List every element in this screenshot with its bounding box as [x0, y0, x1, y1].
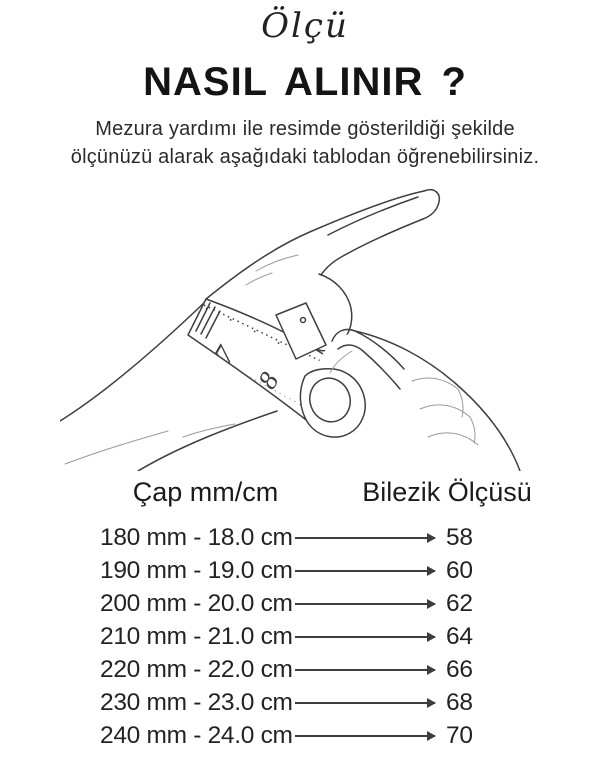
diameter-cell: 180 mm - 18.0 cm	[100, 523, 293, 551]
intro-line-2: ölçünüzü alarak aşağıdaki tablodan öğrenebilirsiniz.	[70, 146, 540, 168]
diameter-cell: 200 mm - 20.0 cm	[100, 589, 293, 617]
table-row	[100, 554, 492, 587]
size-guide-page	[0, 6, 610, 784]
table-row	[100, 521, 492, 554]
size-cell: 62	[446, 589, 473, 617]
hand-measuring-tape-illustration	[60, 181, 550, 471]
size-cell: 68	[446, 688, 473, 716]
size-cell: 64	[446, 622, 473, 650]
diameter-cell: 240 mm - 24.0 cm	[100, 721, 293, 749]
arrow-right-icon	[295, 537, 435, 539]
table-row	[100, 587, 492, 620]
size-table-header	[0, 477, 610, 515]
table-row	[100, 719, 492, 752]
arrow-right-icon	[295, 735, 435, 737]
arrow-right-icon	[295, 669, 435, 671]
size-cell: 58	[446, 523, 473, 551]
intro-line-1: Mezura yardımı ile resimde gösterildiği şekilde	[95, 118, 515, 140]
diameter-cell: 190 mm - 19.0 cm	[100, 556, 293, 584]
diameter-cell: 230 mm - 23.0 cm	[100, 688, 293, 716]
arrow-right-icon	[295, 636, 435, 638]
holding-hand-line-art	[300, 329, 522, 471]
table-row	[100, 686, 492, 719]
arrow-right-icon	[295, 570, 435, 572]
table-row	[100, 620, 492, 653]
intro-text	[0, 115, 610, 171]
arrow-right-icon	[295, 702, 435, 704]
page-title: NASIL ALINIR ?	[143, 60, 467, 104]
diameter-cell: 220 mm - 22.0 cm	[100, 655, 293, 683]
arrow-right-icon	[295, 603, 435, 605]
tape-number-8: 8	[251, 367, 285, 394]
size-table-rows	[100, 521, 492, 752]
size-cell: 60	[446, 556, 473, 584]
column-header-diameter: Çap mm/cm	[132, 477, 279, 507]
column-header-bracelet-size: Bilezik Ölçüsü	[362, 477, 532, 507]
tape-number-7: 7	[207, 341, 241, 368]
size-cell: 66	[446, 655, 473, 683]
script-title: Ölçü	[261, 6, 349, 46]
table-row	[100, 653, 492, 686]
diameter-cell: 210 mm - 21.0 cm	[100, 622, 293, 650]
size-cell: 70	[446, 721, 473, 749]
size-table	[0, 477, 610, 752]
